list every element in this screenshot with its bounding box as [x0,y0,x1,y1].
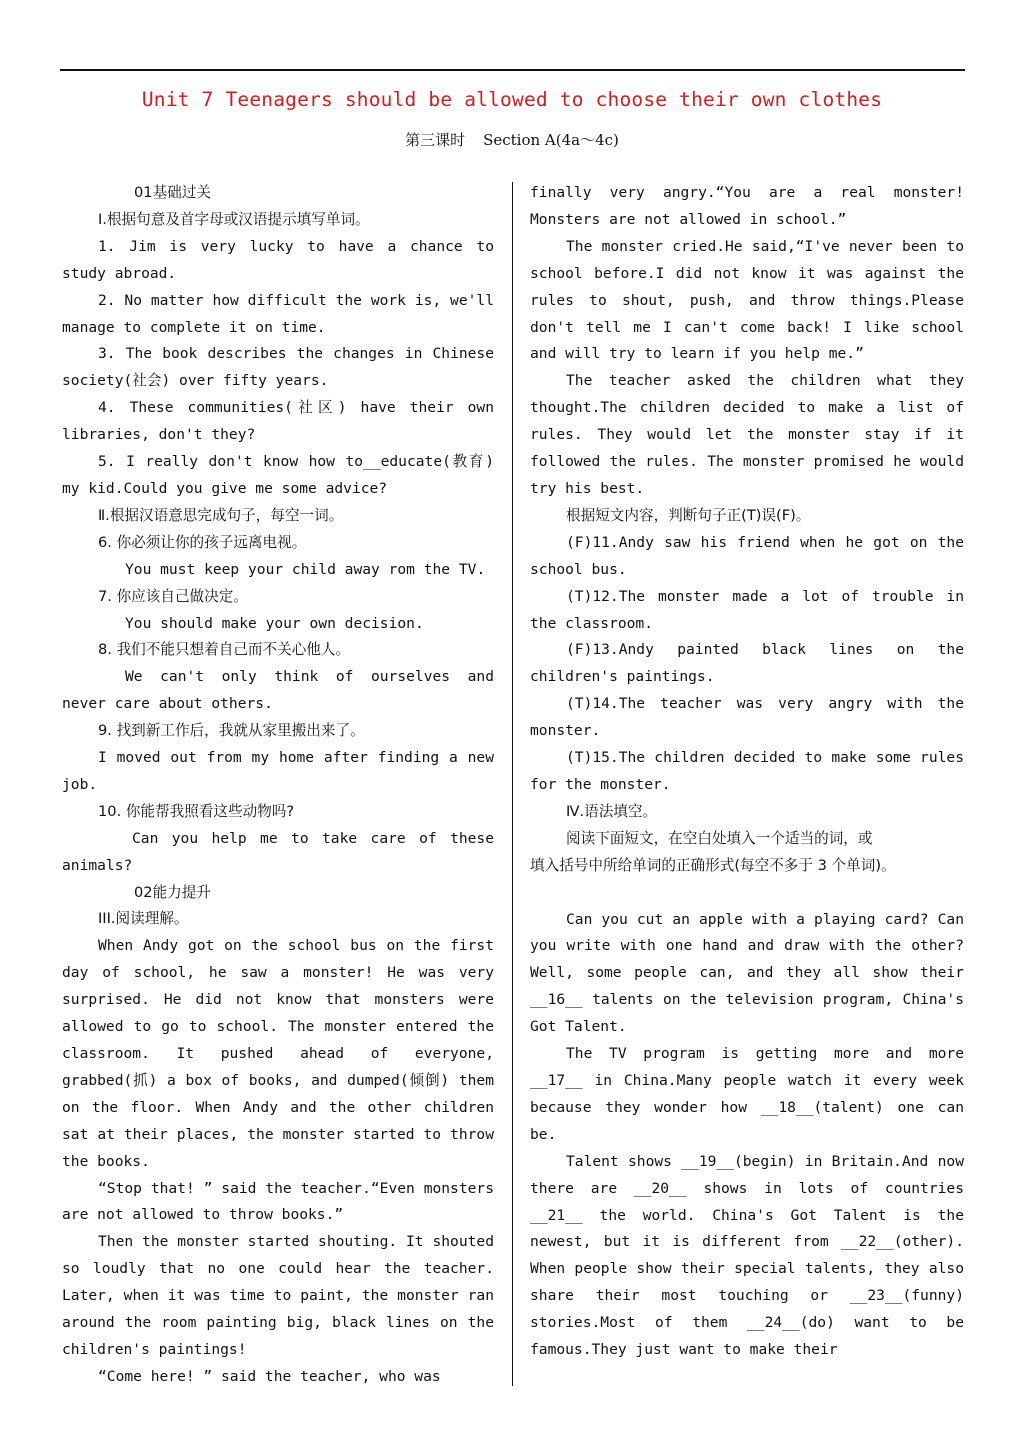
question-7-chinese: 7. 你应该自己做决定。 [98,587,248,605]
section-heading-4: Ⅳ.语法填空。 [566,802,658,820]
question-6-answer: You must keep your child away rom the TV. [125,560,486,578]
section-label: Section A(4a～4c) [483,131,619,149]
question-14: (T)14.The teacher was very angry with the monster. [530,695,964,740]
lesson-label: 第三课时 [405,131,466,149]
question-9-chinese: 9. 找到新工作后，我就从家里搬出来了。 [98,722,365,740]
passage-paragraph-3: Then the monster started shouting. It shouted so loudly that no one could hear the teacher. Later, when it was time to paint, the monster ran around the room painting big, black lines on the children's paintings! [62,1233,494,1358]
passage-paragraph-4: “Come here! ” said the teacher, who was [98,1367,441,1385]
passage-paragraph-5: The monster cried.He said,“I've never been to school before.I did not know it was against the rules to shout, push, and throw things.Please don't tell me I can't come back! I like school and will try to learn if you help me.” [530,237,964,363]
question-10-answer: Can you help me to take care of these animals? [62,829,494,874]
question-10-chinese: 10. 你能帮我照看这些动物吗? [98,802,295,820]
part-heading-advanced: 02能力提升 [134,883,211,901]
section-heading-1: Ⅰ.根据句意及首字母或汉语提示填写单词。 [98,210,370,228]
question-7-answer: You should make your own decision. [125,614,424,632]
cloze-instruction-line-1: 阅读下面短文，在空白处填入一个适当的词，或 [566,829,873,847]
question-4: 4. These communities(社区) have their own libraries, don't they? [62,399,494,444]
cloze-instruction-line-2: 填入括号中所给单词的正确形式(每空不多于 3 个单词)。 [530,856,896,874]
column-divider [512,182,513,1386]
cloze-paragraph-1: Can you cut an apple with a playing card? Can you write with one hand and draw with the other? Well, some people can, and they all show their __16__ talents on the television program, China's Got Talent. [530,910,964,1036]
question-8-chinese: 8. 我们不能只想着自己而不关心他人。 [98,641,351,659]
question-11: (F)11.Andy saw his friend when he got on the school bus. [530,533,964,578]
question-8-answer: We can't only think of ourselves and never care about others. [62,668,494,713]
passage-paragraph-2: “Stop that! ” said the teacher.“Even monsters are not allowed to throw books.” [62,1179,494,1224]
question-15: (T)15.The children decided to make some rules for the monster. [530,749,964,793]
section-heading-3: III.阅读理解。 [98,910,189,928]
passage-paragraph-6: The teacher asked the children what they thought.The children decided to make a list of rules. They would let the monster stay if it followed the rules. The monster promised he would try his best. [530,372,964,497]
question-1: 1. Jim is very lucky to have a chance to study abroad. [62,237,494,282]
passage-paragraph-1: When Andy got on the school bus on the first day of school, he saw a monster! He was very surprised. He did not know that monsters were allowed to go to school. The monster entered the classroom. It pushed ahead of everyone, grabbed(抓) a box of books, and dumped(倾倒) them on the floor. When Andy and the other children sat at their places, the monster started to throw the books. [62,937,494,1170]
page-title: Unit 7 Teenagers should be allowed to choose their own clothes [141,88,883,111]
passage-paragraph-4-continued: finally very angry.“You are a real monster! Monsters are not allowed in school.” [530,184,964,228]
page-subtitle [0,129,1024,150]
left-column [62,180,494,1391]
question-5: 5. I really don't know how to__educate(教育) my kid.Could you give me some advice? [62,453,494,497]
question-9-answer: I moved out from my home after finding a new job. [62,749,494,793]
part-heading-basic: 01基础过关 [134,184,211,201]
top-rule [60,69,965,71]
cloze-paragraph-3: Talent shows __19__(begin) in Britain.And now there are __20__ shows in lots of countries __21__ the world. China's Got Talent is the newest, but it is different from __22__(other). When people show their special talents, they also share their most touching or __23__(funny) stories.Most of them __24__(do) want to be famous.They just want to make their [530,1152,964,1359]
cloze-paragraph-2: The TV program is getting more and more __17__ in China.Many people watch it every week because they wonder how __18__(talent) one can be. [530,1045,964,1143]
question-3: 3. The book describes the changes in Chinese society(社会) over fifty years. [62,345,494,390]
spacer [530,880,964,907]
question-6-chinese: 6. 你必须让你的孩子远离电视。 [98,533,307,551]
true-false-instruction: 根据短文内容，判断句子正(T)误(F)。 [566,506,811,524]
section-heading-2: Ⅱ.根据汉语意思完成句子，每空一词。 [98,506,344,524]
question-12: (T)12.The monster made a lot of trouble in the classroom. [530,587,964,632]
question-2: 2. No matter how difficult the work is, we'll manage to complete it on time. [62,291,494,336]
question-13: (F)13.Andy painted black lines on the children's paintings. [530,641,964,686]
right-column [530,180,964,1364]
